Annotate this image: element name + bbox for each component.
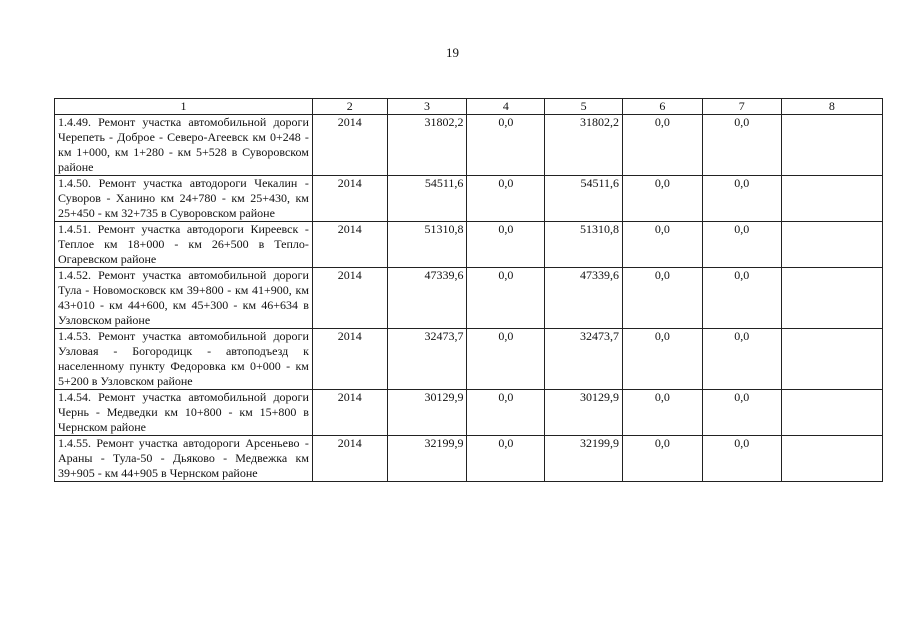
- table-row: [55, 222, 883, 268]
- row-col7-value: 0,0: [702, 115, 781, 176]
- column-header-8: 8: [781, 99, 882, 115]
- row-description: 1.4.50. Ремонт участка автодороги Чекалин - Суворов - Ханино км 24+780 - км 25+430, км 25+450 - км 32+735 в Суворовском районе: [55, 176, 313, 222]
- table-row: [55, 436, 883, 482]
- row-col4-value: 0,0: [467, 329, 545, 390]
- row-col7-value: 0,0: [702, 436, 781, 482]
- row-col6-value: 0,0: [623, 176, 703, 222]
- row-col5-value: 32473,7: [545, 329, 623, 390]
- row-col6-value: 0,0: [623, 222, 703, 268]
- row-col3-value: 32473,7: [387, 329, 467, 390]
- row-col4-value: 0,0: [467, 176, 545, 222]
- row-col3-value: 30129,9: [387, 390, 467, 436]
- row-col4-value: 0,0: [467, 268, 545, 329]
- column-header-3: 3: [387, 99, 467, 115]
- row-col8-value: [781, 268, 882, 329]
- row-year: 2014: [312, 268, 387, 329]
- row-col8-value: [781, 176, 882, 222]
- table-body: [55, 115, 883, 482]
- row-col7-value: 0,0: [702, 329, 781, 390]
- row-year: 2014: [312, 329, 387, 390]
- row-description: 1.4.54. Ремонт участка автомобильной дороги Чернь - Медведки км 10+800 - км 15+800 в Чернском районе: [55, 390, 313, 436]
- row-col6-value: 0,0: [623, 390, 703, 436]
- row-col3-value: 32199,9: [387, 436, 467, 482]
- row-col8-value: [781, 390, 882, 436]
- row-description: 1.4.52. Ремонт участка автомобильной дороги Тула - Новомосковск км 39+800 - км 41+900, км 43+010 - км 44+600, км 45+300 - км 46+634 в Узловском районе: [55, 268, 313, 329]
- header-row: [55, 99, 883, 115]
- row-col5-value: 51310,8: [545, 222, 623, 268]
- row-col6-value: 0,0: [623, 436, 703, 482]
- row-col5-value: 31802,2: [545, 115, 623, 176]
- row-col5-value: 54511,6: [545, 176, 623, 222]
- row-col5-value: 30129,9: [545, 390, 623, 436]
- row-year: 2014: [312, 115, 387, 176]
- table-row: [55, 329, 883, 390]
- row-col5-value: 47339,6: [545, 268, 623, 329]
- table-row: [55, 176, 883, 222]
- table-row: [55, 390, 883, 436]
- column-header-6: 6: [623, 99, 703, 115]
- row-col6-value: 0,0: [623, 329, 703, 390]
- column-header-7: 7: [702, 99, 781, 115]
- page-number: 19: [446, 45, 459, 60]
- column-header-4: 4: [467, 99, 545, 115]
- row-description: 1.4.51. Ремонт участка автодороги Киреевск - Теплое км 18+000 - км 26+500 в Тепло-Огаревском районе: [55, 222, 313, 268]
- row-col3-value: 47339,6: [387, 268, 467, 329]
- row-col4-value: 0,0: [467, 390, 545, 436]
- column-header-2: 2: [312, 99, 387, 115]
- row-col3-value: 31802,2: [387, 115, 467, 176]
- row-col8-value: [781, 329, 882, 390]
- row-year: 2014: [312, 390, 387, 436]
- row-col7-value: 0,0: [702, 390, 781, 436]
- row-year: 2014: [312, 222, 387, 268]
- row-col7-value: 0,0: [702, 222, 781, 268]
- row-col3-value: 54511,6: [387, 176, 467, 222]
- table-row: [55, 115, 883, 176]
- row-description: 1.4.53. Ремонт участка автомобильной дороги Узловая - Богородицк - автоподъезд к населенному пункту Федоровка км 0+000 - км 5+200 в Узловском районе: [55, 329, 313, 390]
- column-header-5: 5: [545, 99, 623, 115]
- row-col4-value: 0,0: [467, 222, 545, 268]
- row-col4-value: 0,0: [467, 115, 545, 176]
- row-description: 1.4.55. Ремонт участка автодороги Арсеньево - Араны - Тула-50 - Дьяково - Медвежка км 39+905 - км 44+905 в Чернском районе: [55, 436, 313, 482]
- column-header-1: 1: [55, 99, 313, 115]
- budget-table: [54, 98, 883, 482]
- row-col5-value: 32199,9: [545, 436, 623, 482]
- row-col4-value: 0,0: [467, 436, 545, 482]
- row-col8-value: [781, 115, 882, 176]
- row-col6-value: 0,0: [623, 115, 703, 176]
- row-year: 2014: [312, 436, 387, 482]
- row-col7-value: 0,0: [702, 176, 781, 222]
- row-col7-value: 0,0: [702, 268, 781, 329]
- table-row: [55, 268, 883, 329]
- row-col8-value: [781, 436, 882, 482]
- row-description: 1.4.49. Ремонт участка автомобильной дороги Черепеть - Доброе - Северо-Агеевск км 0+248 - км 1+000, км 1+280 - км 5+528 в Суворовском районе: [55, 115, 313, 176]
- row-col6-value: 0,0: [623, 268, 703, 329]
- row-year: 2014: [312, 176, 387, 222]
- row-col3-value: 51310,8: [387, 222, 467, 268]
- row-col8-value: [781, 222, 882, 268]
